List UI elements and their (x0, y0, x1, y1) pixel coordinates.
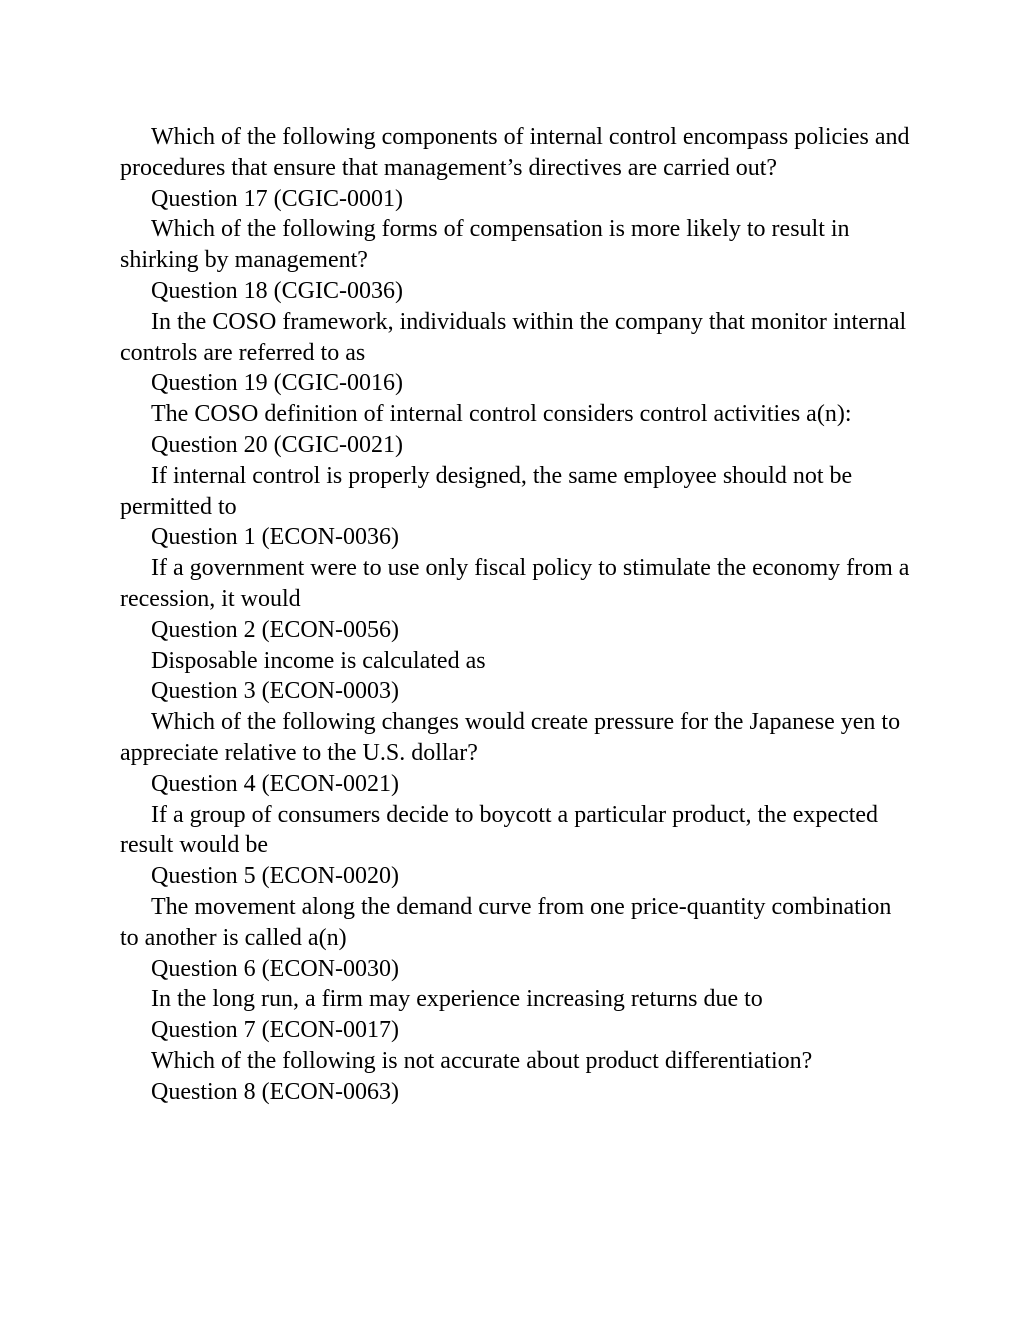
question-reference: Question 3 (ECON-0003) (151, 678, 399, 705)
question-reference: Question 19 (CGIC-0016) (151, 370, 403, 397)
document-body (120, 122, 910, 1108)
question-reference: Question 8 (ECON-0063) (151, 1078, 399, 1105)
question-text: Which of the following components of internal control encompass policies and procedures that ensure that management’s directives are carried out? (120, 124, 910, 181)
question-text: Which of the following forms of compensation is more likely to result in shirking by management? (120, 216, 850, 274)
question-reference: Question 2 (ECON-0056) (151, 616, 399, 643)
question-reference: Question 1 (ECON-0036) (151, 524, 399, 551)
question-reference: Question 7 (ECON-0017) (151, 1017, 399, 1044)
question-reference: Question 18 (CGIC-0036) (151, 277, 403, 304)
question-reference: Question 5 (ECON-0020) (151, 863, 399, 890)
question-text: If internal control is properly designed, the same employee should not be permitted to (120, 462, 853, 520)
question-text: If a group of consumers decide to boycott a particular product, the expected result would be (120, 801, 879, 859)
question-text: Which of the following is not accurate about product differentiation? (151, 1047, 813, 1074)
question-text: The COSO definition of internal control considers control activities a(n): (151, 401, 852, 428)
question-text: If a government were to use only fiscal policy to stimulate the economy from a recession, it would (120, 555, 910, 612)
question-text: The movement along the demand curve from one price-quantity combination to another is called a(n) (120, 893, 892, 951)
question-reference: Question 4 (ECON-0021) (151, 770, 399, 797)
question-text: Which of the following changes would create pressure for the Japanese yen to appreciate relative to the U.S. dollar? (120, 709, 901, 766)
question-text: In the COSO framework, individuals within the company that monitor internal controls are referred to as (120, 308, 907, 366)
question-reference: Question 20 (CGIC-0021) (151, 431, 403, 458)
question-text: In the long run, a firm may experience increasing returns due to (151, 986, 763, 1013)
question-text: Disposable income is calculated as (151, 647, 486, 674)
question-reference: Question 17 (CGIC-0001) (151, 185, 403, 212)
question-reference: Question 6 (ECON-0030) (151, 955, 399, 982)
